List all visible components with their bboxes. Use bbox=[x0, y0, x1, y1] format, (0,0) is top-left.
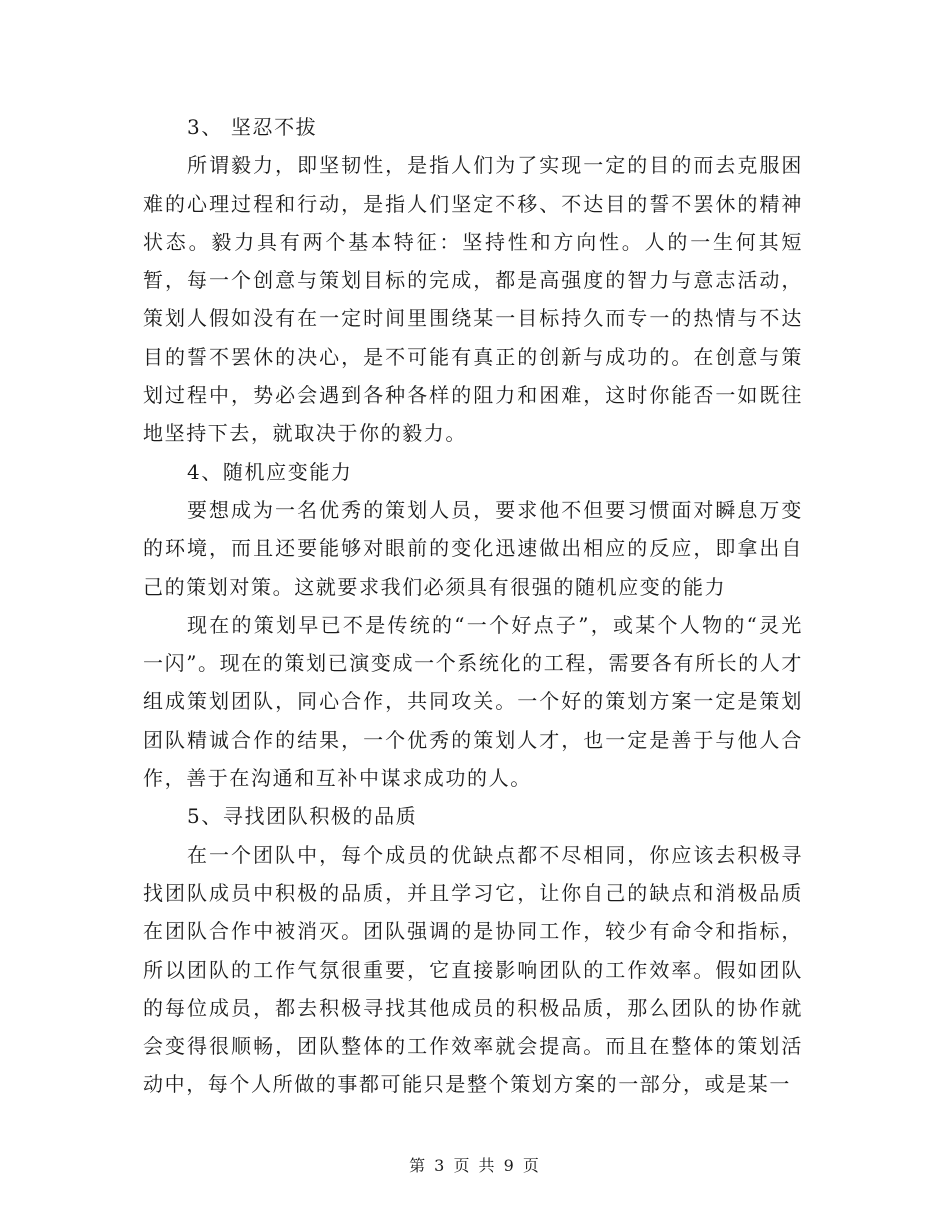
document-body bbox=[143, 108, 803, 1104]
page-number-footer: 第 3 页 共 9 页 bbox=[409, 1156, 541, 1175]
paragraph-adaptability: 要想成为一名优秀的策划人员，要求他不但要习惯面对瞬息万变的环境，而且还要能够对眼前的变化迅速做出相应的反应，即拿出自己的策划对策。这就要求我们必须具有很强的随机应变的能力 bbox=[143, 497, 803, 599]
paragraph-perseverance: 所谓毅力，即坚韧性，是指人们为了实现一定的目的而去克服困难的心理过程和行动，是指人们坚定不移、不达目的誓不罢休的精神状态。毅力具有两个基本特征：坚持性和方向性。人的一生何其短暂，每一个创意与策划目标的完成，都是高强度的智力与意志活动，策划人假如没有在一定时间里围绕某一目标持久而专一的热情与不达目的誓不罢休的决心，是不可能有真正的创新与成功的。在创意与策划过程中，势必会遇到各种各样的阻力和困难，这时你能否一如既往地坚持下去，就取决于你的毅力。 bbox=[143, 153, 803, 446]
section-heading-3: 3、 坚忍不拔 bbox=[187, 115, 318, 139]
paragraph-team-qualities: 在一个团队中，每个成员的优缺点都不尽相同，你应该去积极寻找团队成员中积极的品质，并且学习它，让你自己的缺点和消极品质在团队合作中被消灭。团队强调的是协同工作，较少有命令和指标，所以团队的工作气氛很重要，它直接影响团队的工作效率。假如团队的每位成员，都去积极寻找其他成员的积极品质，那么团队的协作就会变得很顺畅，团队整体的工作效率就会提高。而且在整体的策划活动中，每个人所做的事都可能只是整个策划方案的一部分，或是某一 bbox=[143, 842, 803, 1097]
paragraph-teamwork: 现在的策划早已不是传统的“一个好点子”，或某个人物的“灵光一闪”。现在的策划已演变成一个系统化的工程，需要各有所长的人才组成策划团队，同心合作，共同攻关。一个好的策划方案一定是策划团队精诚合作的结果，一个优秀的策划人才，也一定是善于与他人合作，善于在沟通和互补中谋求成功的人。 bbox=[143, 612, 803, 791]
section-heading-4: 4、随机应变能力 bbox=[187, 459, 353, 484]
section-heading-5: 5、寻找团队积极的品质 bbox=[187, 804, 418, 829]
